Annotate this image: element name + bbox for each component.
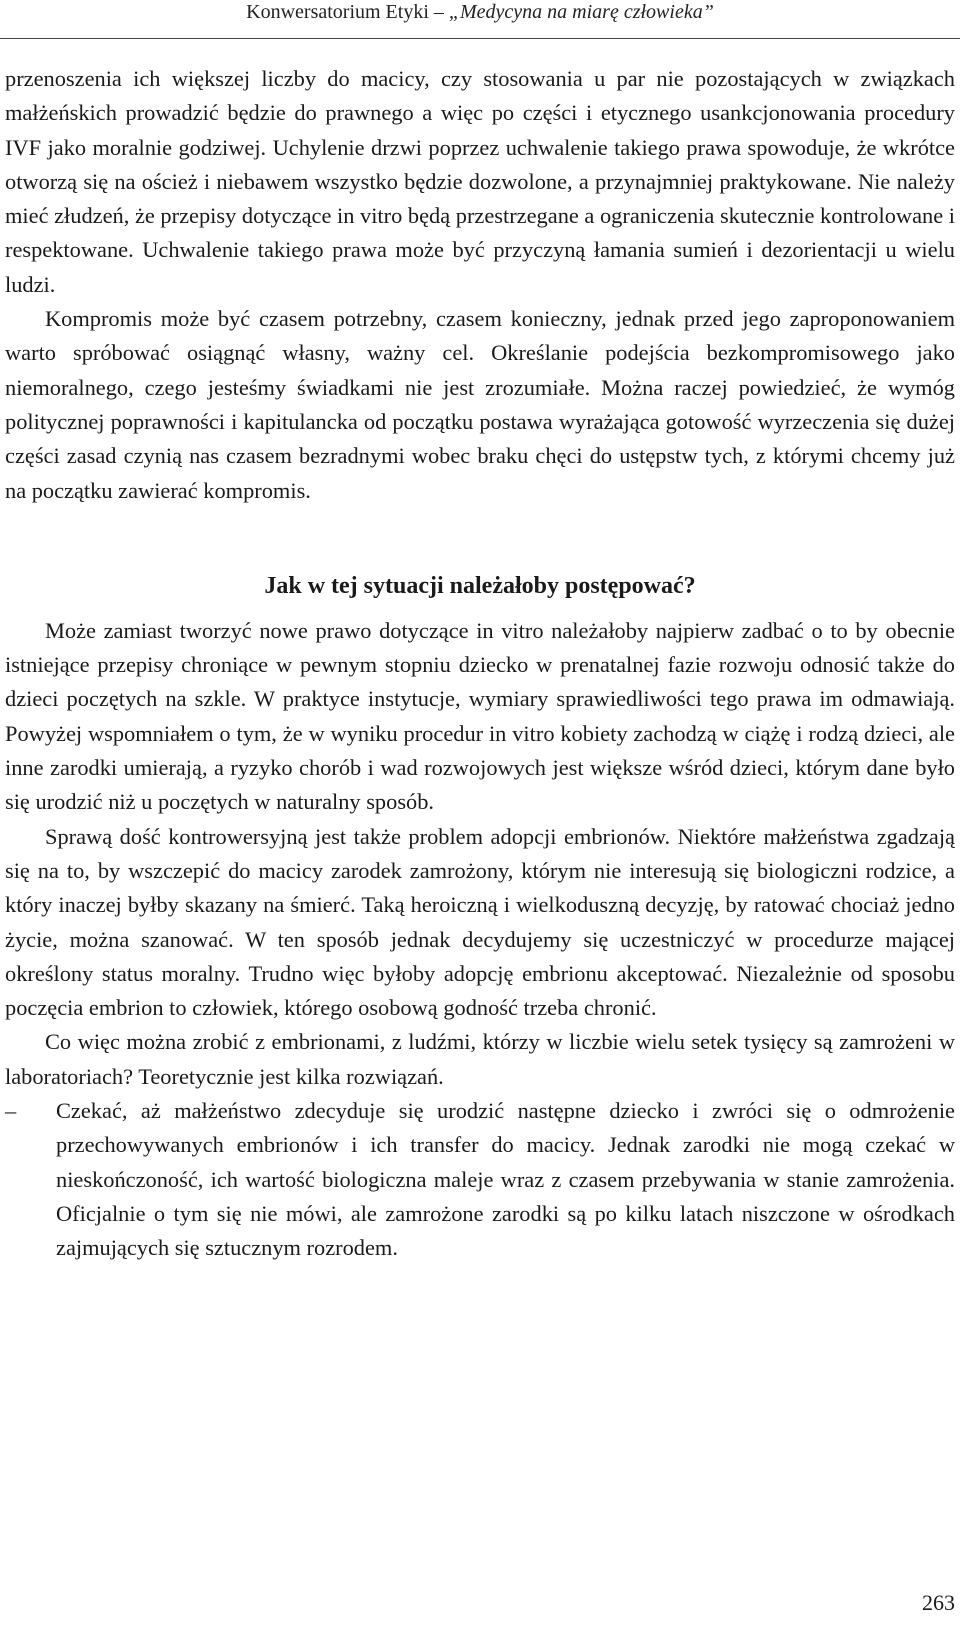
header-title: „Medycyna na miarę człowieka”: [448, 1, 714, 23]
running-header: [0, 0, 960, 46]
paragraph: Sprawą dość kontrowersyjną jest także problem adopcji embrionów. Niektóre małżeństwa zgadzają się na to, by wszczepić do macicy zarodek zamrożony, którym nie interesują się biologiczni rodzice, a który inaczej byłby skazany na śmierć. Taką heroiczną i wielkoduszną decyzję, by ratować chociaż jedno życie, można szanować. W ten sposób jednak decydujemy się uczestniczyć w procedurze mającej określony status moralny. Trudno więc byłoby adopcję embrionu akceptować. Niezależnie od sposobu poczęcia embrion to człowiek, którego osobową godność trzeba chronić.: [5, 823, 955, 1021]
paragraph: przenoszenia ich większej liczby do macicy, czy stosowania u par nie pozostających w związkach małżeńskich prowadzić będzie do prawnego a więc po części i etycznego usankcjonowania procedury IVF jako moralnie godziwej. Uchylenie drzwi poprzez uchwalenie takiego prawa spowoduje, że wkrótce otworzą się na oścież i niebawem wszystko będzie dozwolone, a przynajmniej praktykowane. Nie należy mieć złudzeń, że przepisy dotyczące in vitro będą przestrzegane a ograniczenia skutecznie kontrolowane i respektowane. Uchwalenie takiego prawa może być przyczyną łamania sumień i dezorientacji u wielu ludzi.: [5, 66, 955, 297]
paragraph: Może zamiast tworzyć nowe prawo dotyczące in vitro należałoby najpierw zadbać o to by obecnie istniejące przepisy chroniące w pewnym stopniu dziecko w prenatalnej fazie rozwoju odnosić także do dzieci poczętych na szkle. W praktyce instytucje, wymiary sprawiedliwości tego prawa im odmawiają. Powyżej wspomniałem o tym, że w wyniku procedur in vitro kobiety zachodzą w ciążę i rodzą dzieci, ale inne zarodki umierają, a ryzyko chorób i wad rozwojowych jest większe wśród dzieci, którym dane było się urodzić niż u poczętych w naturalny sposób.: [5, 617, 955, 815]
page-body: [5, 62, 955, 1266]
list-dash: –: [5, 1098, 17, 1124]
header-prefix: Konwersatorium Etyki –: [246, 1, 449, 23]
page-number: 263: [922, 1590, 955, 1615]
list-item-text: Czekać, aż małżeństwo zdecyduje się urodzić następne dziecko i zwróci się o odmrożenie przechowywanych embrionów i ich transfer do macicy. Jednak zarodki nie mogą czekać w nieskończoność, ich wartość biologiczna maleje wraz z czasem przebywania w stanie zamrożenia. Oficjalnie o tym się nie mówi, ale zamrożone zarodki są po kilku latach niszczone w ośrodkach zajmujących się sztucznym rozrodem.: [56, 1098, 955, 1261]
list-item: [5, 1094, 955, 1265]
section-heading: Jak w tej sytuacji należałoby postępować?: [264, 572, 696, 599]
paragraph: Kompromis może być czasem potrzebny, czasem konieczny, jednak przed jego zaproponowaniem warto spróbować osiągnąć własny, ważny cel. Określanie podejścia bezkompromisowego jako niemoralnego, czego jesteśmy świadkami nie jest zrozumiałe. Można raczej powiedzieć, że wymóg politycznej poprawności i kapitulancka od początku postawa wyrażająca gotowość wyrzeczenia się dużej części zasad czynią nas czasem bezradnymi wobec braku chęci do ustępstw tych, z którymi chcemy już na początku zawierać kompromis.: [5, 306, 955, 503]
header-rule: [0, 38, 960, 39]
paragraph: Co więc można zrobić z embrionami, z ludźmi, którzy w liczbie wielu setek tysięcy są zamrożeni w laboratoriach? Teoretycznie jest kilka rozwiązań.: [5, 1029, 955, 1089]
